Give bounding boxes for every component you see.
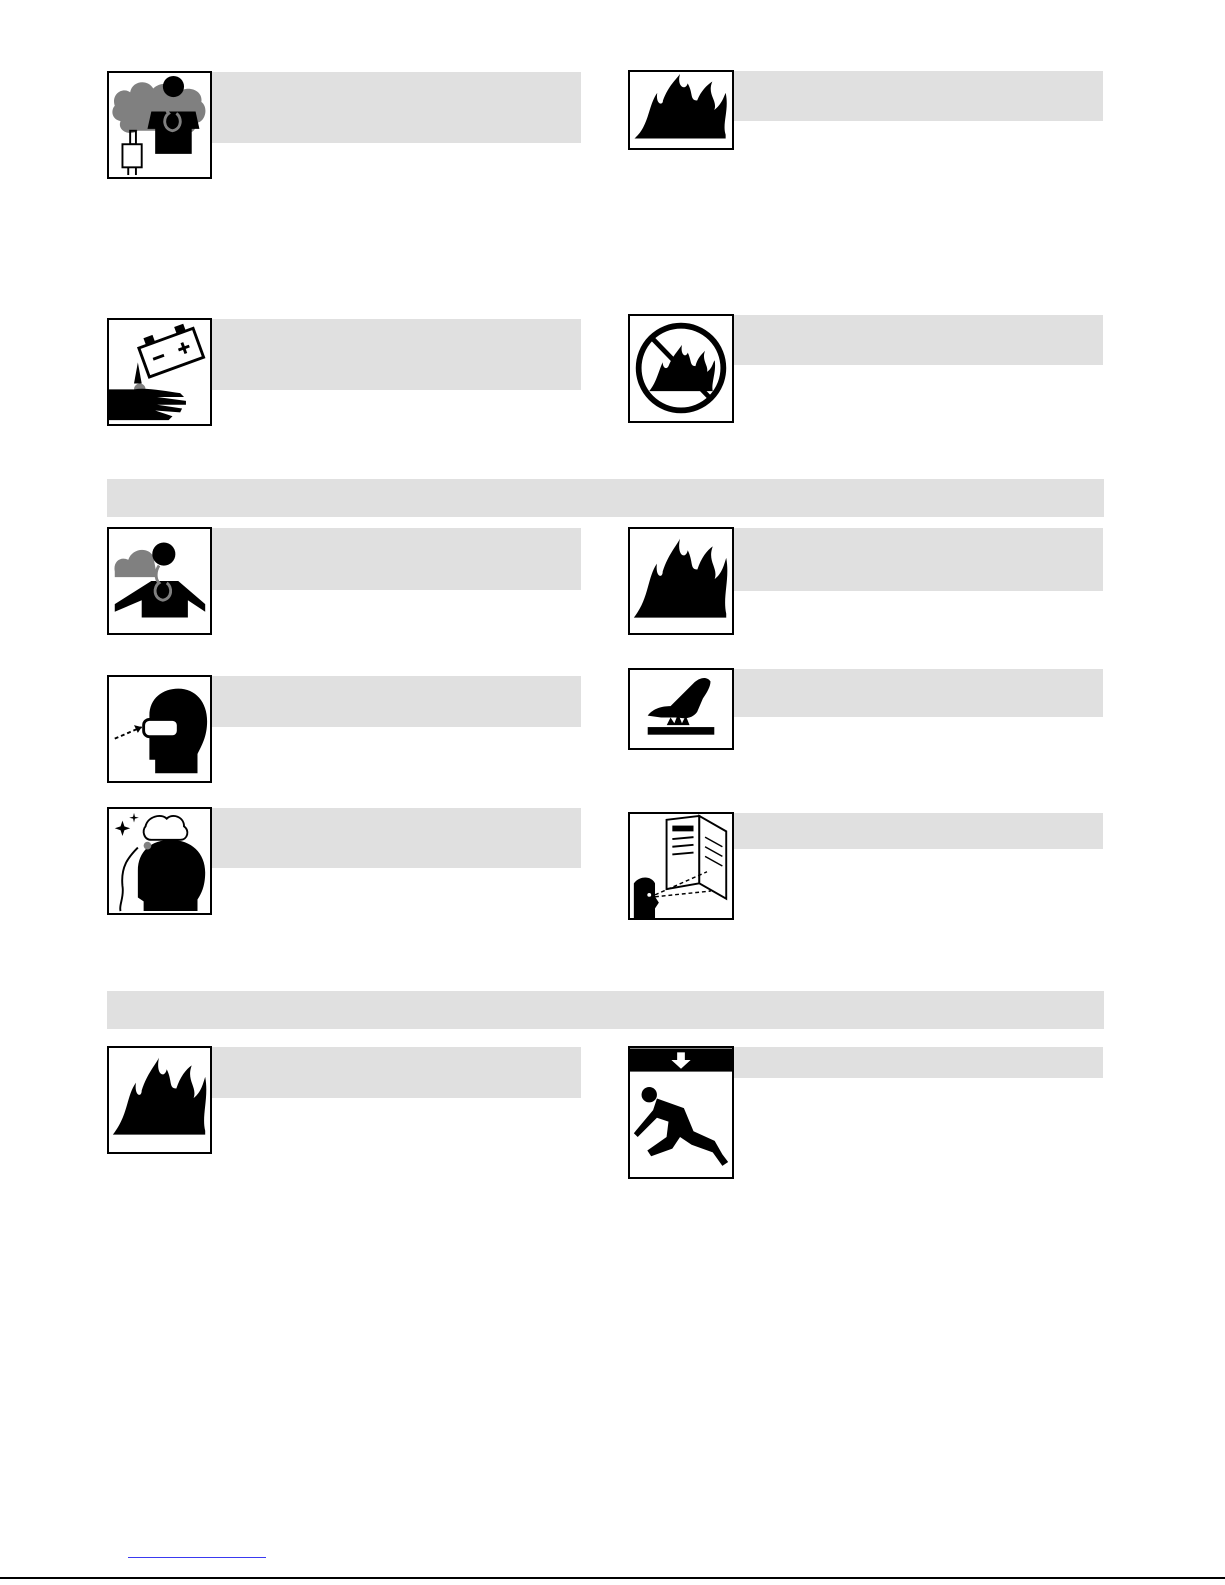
read-manual-icon bbox=[628, 812, 734, 920]
engine-exhaust-header bbox=[212, 72, 581, 143]
fire-header-3 bbox=[212, 1047, 581, 1098]
eye-protection-header bbox=[212, 676, 581, 727]
read-manual-header bbox=[734, 813, 1103, 849]
head-injury-icon bbox=[107, 807, 212, 915]
battery-acid-header bbox=[212, 319, 581, 390]
head-injury-header bbox=[212, 808, 581, 868]
hot-parts-header bbox=[734, 669, 1103, 717]
footer-link-underline[interactable] bbox=[128, 1557, 266, 1558]
fire-flames-icon bbox=[628, 527, 734, 635]
fire-header-1 bbox=[734, 71, 1103, 121]
falling-equipment-header bbox=[734, 1047, 1103, 1078]
safety-goggles-icon bbox=[107, 675, 212, 783]
engine-exhaust-fumes-icon bbox=[107, 71, 212, 179]
battery-acid-burn-icon bbox=[107, 318, 212, 426]
section-header-band-1 bbox=[107, 479, 1104, 517]
footer-rule bbox=[0, 1577, 1225, 1579]
breathing-fumes-icon bbox=[107, 527, 212, 635]
fumes-header bbox=[212, 528, 581, 590]
hot-surface-burn-icon bbox=[628, 668, 734, 750]
fire-header-2 bbox=[734, 528, 1103, 591]
falling-person-icon bbox=[628, 1046, 734, 1179]
no-open-flame-header bbox=[734, 315, 1103, 365]
fire-flames-icon bbox=[107, 1046, 212, 1154]
section-header-band-2 bbox=[107, 991, 1104, 1029]
no-open-flame-icon bbox=[628, 314, 734, 423]
fire-flames-icon bbox=[628, 70, 734, 150]
